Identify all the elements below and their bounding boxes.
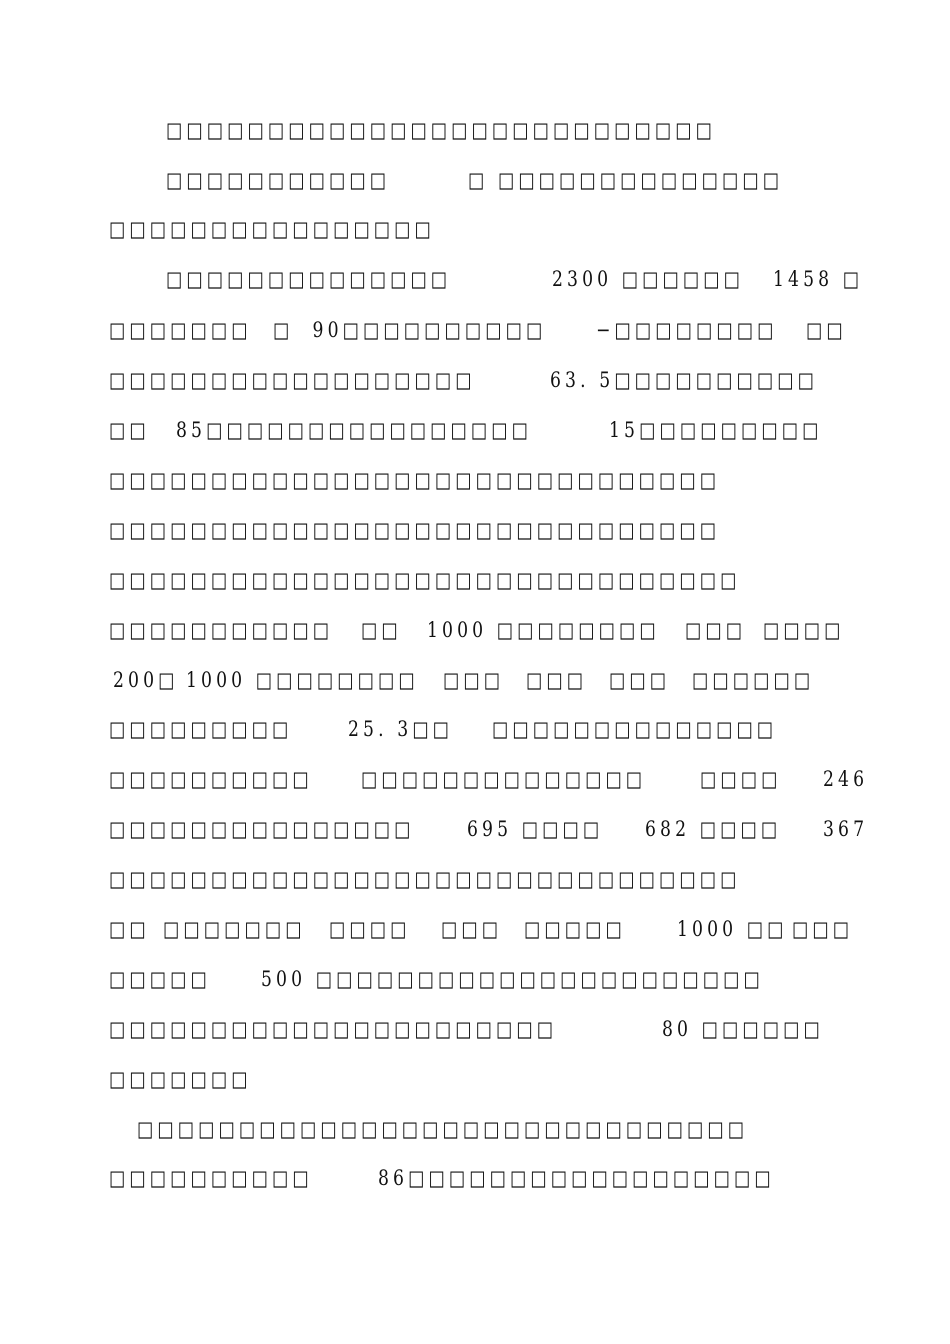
text-segment: □□□□□□□ bbox=[109, 318, 252, 342]
text-line bbox=[0, 115, 950, 145]
text-segment: □□□□□□□□□□ bbox=[109, 1166, 313, 1190]
text-segment: □□□□ bbox=[700, 767, 782, 791]
text-segment: □□□ bbox=[443, 668, 505, 692]
text-segment: □□□□□□□□□□□□□□□□□□□□□□□□□□□□□□ bbox=[137, 1117, 749, 1141]
text-segment: □□□ bbox=[792, 917, 854, 941]
text-line bbox=[0, 1014, 950, 1044]
text-line bbox=[0, 814, 950, 844]
text-segment: □□□□□□□ bbox=[109, 1067, 252, 1091]
text-segment: □□□ bbox=[441, 917, 503, 941]
text-segment: □□□□□□□□□□□□□□□□□□ bbox=[109, 368, 476, 392]
text-segment: □□□□□□□□□□□□□□ bbox=[166, 267, 452, 291]
text-segment: 246 bbox=[823, 767, 869, 791]
text-segment: □□□□□□□□□□□□□□□□□□□□□□□□□□□ bbox=[166, 118, 716, 142]
text-segment: 367 bbox=[823, 817, 869, 841]
text-segment: 695 □□□□ bbox=[467, 817, 604, 841]
text-segment: −□□□□□□□□ bbox=[596, 318, 778, 342]
text-segment: 86□□□□□□□□□□□□□□□□□□ bbox=[378, 1166, 775, 1190]
text-segment: 15□□□□□□□□□ bbox=[609, 418, 823, 442]
text-line bbox=[0, 1114, 950, 1144]
text-segment: □□□□□ bbox=[524, 917, 626, 941]
text-segment: □□□ bbox=[526, 668, 588, 692]
text-line bbox=[0, 315, 950, 345]
text-segment: 1000 □□□□□□□□ bbox=[427, 618, 660, 642]
text-segment: □□□ bbox=[609, 668, 671, 692]
text-segment: □ 90□□□□□□□□□□ bbox=[273, 318, 547, 342]
text-segment: □□□□□□□□□□□□□□□□ bbox=[109, 217, 435, 241]
text-line bbox=[0, 914, 950, 944]
text-line bbox=[0, 615, 950, 645]
text-line bbox=[0, 264, 950, 294]
text-segment: □□□□ bbox=[763, 618, 845, 642]
text-line bbox=[0, 964, 950, 994]
text-segment: □□□□□□□ bbox=[163, 917, 306, 941]
text-line bbox=[0, 1163, 950, 1193]
text-line bbox=[0, 1064, 950, 1094]
text-segment: □□ bbox=[109, 418, 150, 442]
text-segment: □□□□□□□□□□□□□□ bbox=[361, 767, 647, 791]
text-segment: 80 □□□□□□ bbox=[662, 1017, 824, 1041]
text-segment: 25. 3□□ bbox=[348, 717, 454, 741]
text-segment: 2300 □□□□□□ bbox=[552, 267, 745, 291]
text-segment: □□□□□□□□□□□□□□□□□□□□□□□□□□□□□□□ bbox=[109, 568, 741, 592]
text-segment: 1000 □□ bbox=[677, 917, 788, 941]
text-segment: □□ bbox=[361, 618, 402, 642]
text-segment: □□□□□□□□□□□ bbox=[166, 168, 391, 192]
text-segment: 1000 □□□□□□□□ bbox=[186, 668, 419, 692]
text-segment: □□□□□ bbox=[109, 967, 211, 991]
text-line bbox=[0, 365, 950, 395]
text-segment: 200□ bbox=[113, 668, 179, 692]
text-segment: □□□□□□□□□□□□□□□ bbox=[109, 817, 415, 841]
text-segment: □□□□□□ bbox=[692, 668, 815, 692]
text-line bbox=[0, 864, 950, 894]
text-segment: □□□□□□□□□□ bbox=[109, 767, 313, 791]
text-segment: □□□□□□□□□□□□□□□□□□□□□□□□□□□□□□ bbox=[109, 468, 721, 492]
text-segment: 682 □□□□ bbox=[645, 817, 782, 841]
text-segment: 500 □□□□□□□□□□□□□□□□□□□□□□ bbox=[261, 967, 764, 991]
text-line bbox=[0, 714, 950, 744]
text-segment: □□□□□□□□□□□ bbox=[109, 618, 334, 642]
text-segment: □□□□□□□□□□□□□□□□□□□□□□□□□□□□□□ bbox=[109, 518, 721, 542]
text-segment: □□ bbox=[806, 318, 847, 342]
text-segment: 1458 □ bbox=[773, 267, 864, 291]
text-line bbox=[0, 764, 950, 794]
text-segment: 63. 5□□□□□□□□□□ bbox=[550, 368, 819, 392]
text-segment: 85□□□□□□□□□□□□□□□□ bbox=[176, 418, 533, 442]
text-line bbox=[0, 565, 950, 595]
text-segment: □□□□□□□□□ bbox=[109, 717, 293, 741]
text-segment: □□□□ bbox=[329, 917, 411, 941]
text-segment: □□□□□□□□□□□□□□ bbox=[492, 717, 778, 741]
text-segment: □□□ bbox=[685, 618, 747, 642]
text-line bbox=[0, 465, 950, 495]
text-segment: □□□□□□□□□□□□□□□□□□□□□□□□□□□□□□□ bbox=[109, 867, 741, 891]
text-line bbox=[0, 415, 950, 445]
text-segment: □□□□□□□□□□□□□□□□□□□□□□ bbox=[109, 1017, 558, 1041]
text-line bbox=[0, 165, 950, 195]
text-segment: □□ bbox=[109, 917, 150, 941]
text-line bbox=[0, 665, 950, 695]
text-line bbox=[0, 515, 950, 545]
text-segment: □ □□□□□□□□□□□□□□ bbox=[468, 168, 784, 192]
text-line bbox=[0, 214, 950, 244]
